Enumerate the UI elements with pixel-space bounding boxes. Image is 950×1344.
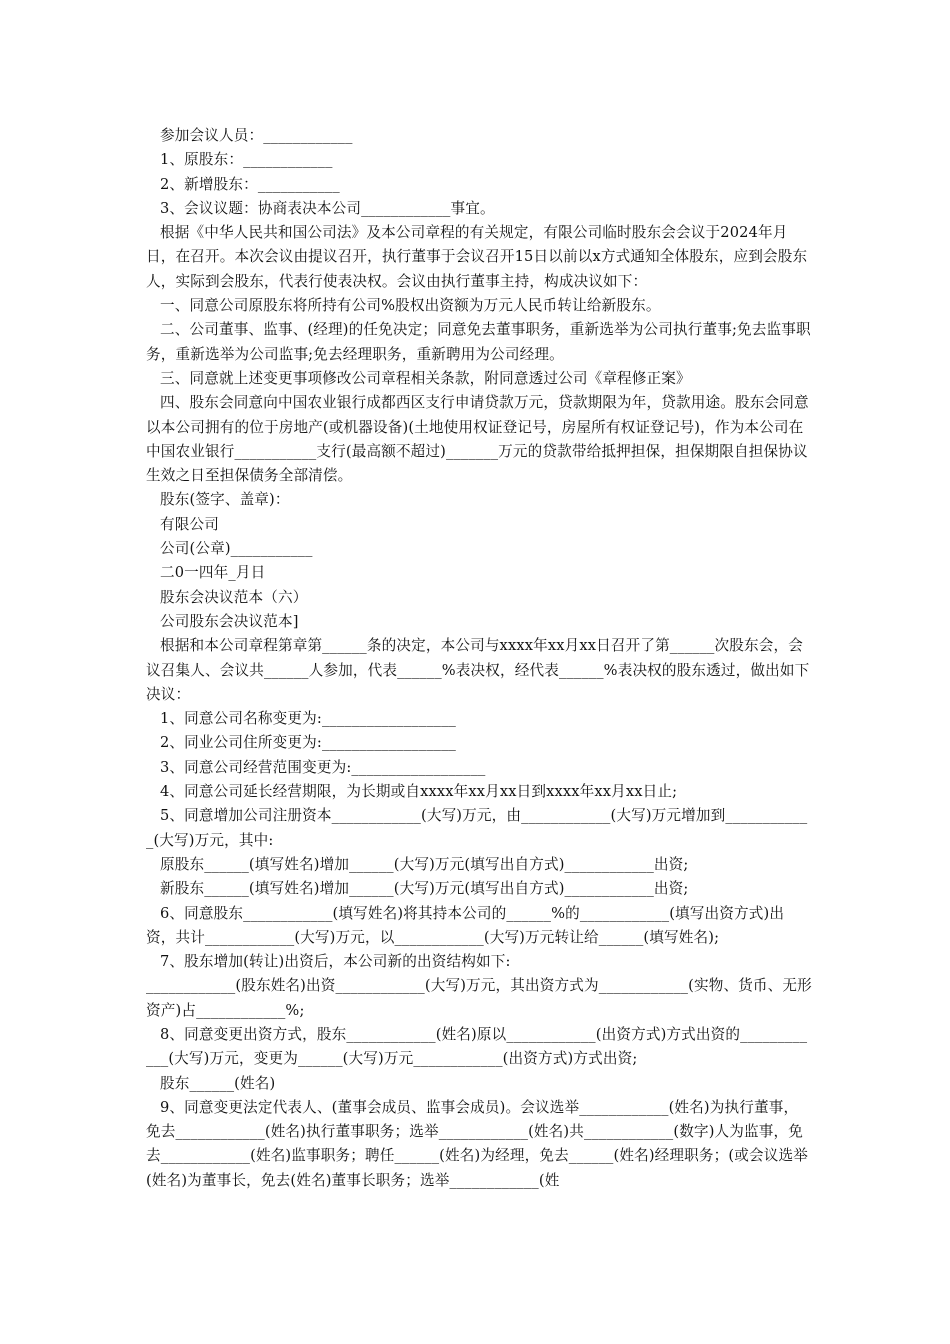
paragraph: 股东(签字、盖章)： bbox=[160, 491, 290, 509]
paragraph: 3、会议议题：协商表决本公司____________事宜。 bbox=[160, 199, 495, 217]
paragraph: 一、同意公司原股东将所持有公司%股权出资额为万元人民币转让给新股东。 bbox=[160, 297, 661, 315]
paragraph: 股东______(姓名) bbox=[160, 1074, 276, 1092]
paragraph: 9、同意变更法定代表人、(董事会成员、监事会成员)。会议选举____________(姓名)为执行董事，免去____________(姓名)执行董事职务；选举____________(姓名)共____________(数字)人为监事，免去____________(姓名)监事职务；聘任______(姓名)为经理，免去______(姓名)经理职务；(或会议选举(姓名)为董事长，免去(姓名)董事长职务；选举____________(姓 bbox=[146, 1098, 808, 1189]
paragraph: 1、同意公司名称变更为:__________________ bbox=[160, 710, 456, 728]
paragraph: 有限公司 bbox=[160, 515, 219, 533]
paragraph: 6、同意股东____________(填写姓名)将其持本公司的______%的____________(填写出资方式)出资，共计____________(大写)万元，以____________(大写)万元转让给______(填写姓名); bbox=[146, 904, 785, 946]
paragraph: 二0一四年_月日 bbox=[160, 564, 266, 582]
paragraph: 四、股东会同意向中国农业银行成都西区支行申请贷款万元，贷款期限为年，贷款用途。股东会同意以本公司拥有的位于房地产(或机器设备)(土地使用权证登记号，房屋所有权证登记号)，作为本公司在中国农业银行___________支行(最高额不超过)_______万元的贷款带给抵押担保，担保期限自担保协议生效之日至担保债务全部清偿。 bbox=[146, 394, 809, 485]
document-page bbox=[146, 124, 812, 1193]
paragraph: 原股东______(填写姓名)增加______(大写)万元(填写出自方式)____________出资; bbox=[160, 855, 689, 873]
paragraph: 公司(公章)___________ bbox=[160, 540, 313, 558]
paragraph: 公司股东会决议范本] bbox=[160, 612, 299, 630]
paragraph: 新股东______(填写姓名)增加______(大写)万元(填写出自方式)____________出资; bbox=[160, 880, 689, 898]
paragraph: 2、同业公司住所变更为:__________________ bbox=[160, 734, 456, 752]
paragraph: 二、公司董事、监事、(经理)的任免决定；同意免去董事职务，重新选举为公司执行董事;免去监事职务，重新选举为公司监事;免去经理职务，重新聘用为公司经理。 bbox=[146, 321, 811, 363]
paragraph: 7、股东增加(转让)出资后，本公司新的出资结构如下: bbox=[160, 953, 511, 971]
paragraph: 根据和本公司章程第章第______条的决定，本公司与xxxx年xx月xx日召开了第______次股东会，会议召集人、会议共______人参加，代表______%表决权，经代表______%表决权的股东透过，做出如下决议： bbox=[146, 637, 810, 703]
paragraph: 1、原股东：____________ bbox=[160, 151, 333, 169]
paragraph: 5、同意增加公司注册资本____________(大写)万元，由____________(大写)万元增加到____________(大写)万元，其中: bbox=[146, 807, 808, 849]
paragraph: ____________(股东姓名)出资____________(大写)万元，其出资方式为____________(实物、货币、无形资产)占____________%; bbox=[146, 977, 812, 1019]
paragraph: 股东会决议范本（六） bbox=[160, 588, 308, 606]
paragraph: 3、同意公司经营范围变更为:__________________ bbox=[160, 758, 486, 776]
paragraph: 根据《中华人民共和国公司法》及本公司章程的有关规定，有限公司临时股东会会议于2024年月日，在召开。本次会议由提议召开，执行董事于会议召开15日以前以x方式通知全体股东，应到会股东人，实际到会股东，代表行使表决权。会议由执行董事主持，构成决议如下： bbox=[146, 224, 808, 290]
paragraph: 8、同意变更出资方式，股东____________(姓名)原以____________(出资方式)方式出资的____________(大写)万元，变更为______(大写)万元____________(出资方式)方式出资; bbox=[146, 1025, 808, 1068]
paragraph: 三、同意就上述变更事项修改公司章程相关条款，附同意透过公司《章程修正案》 bbox=[160, 369, 691, 387]
paragraph: 2、新增股东：___________ bbox=[160, 175, 340, 193]
paragraph: 4、同意公司延长经营期限，为长期或自xxxx年xx月xx日到xxxx年xx月xx日止; bbox=[160, 783, 678, 801]
paragraph: 参加会议人员：____________ bbox=[160, 127, 353, 144]
